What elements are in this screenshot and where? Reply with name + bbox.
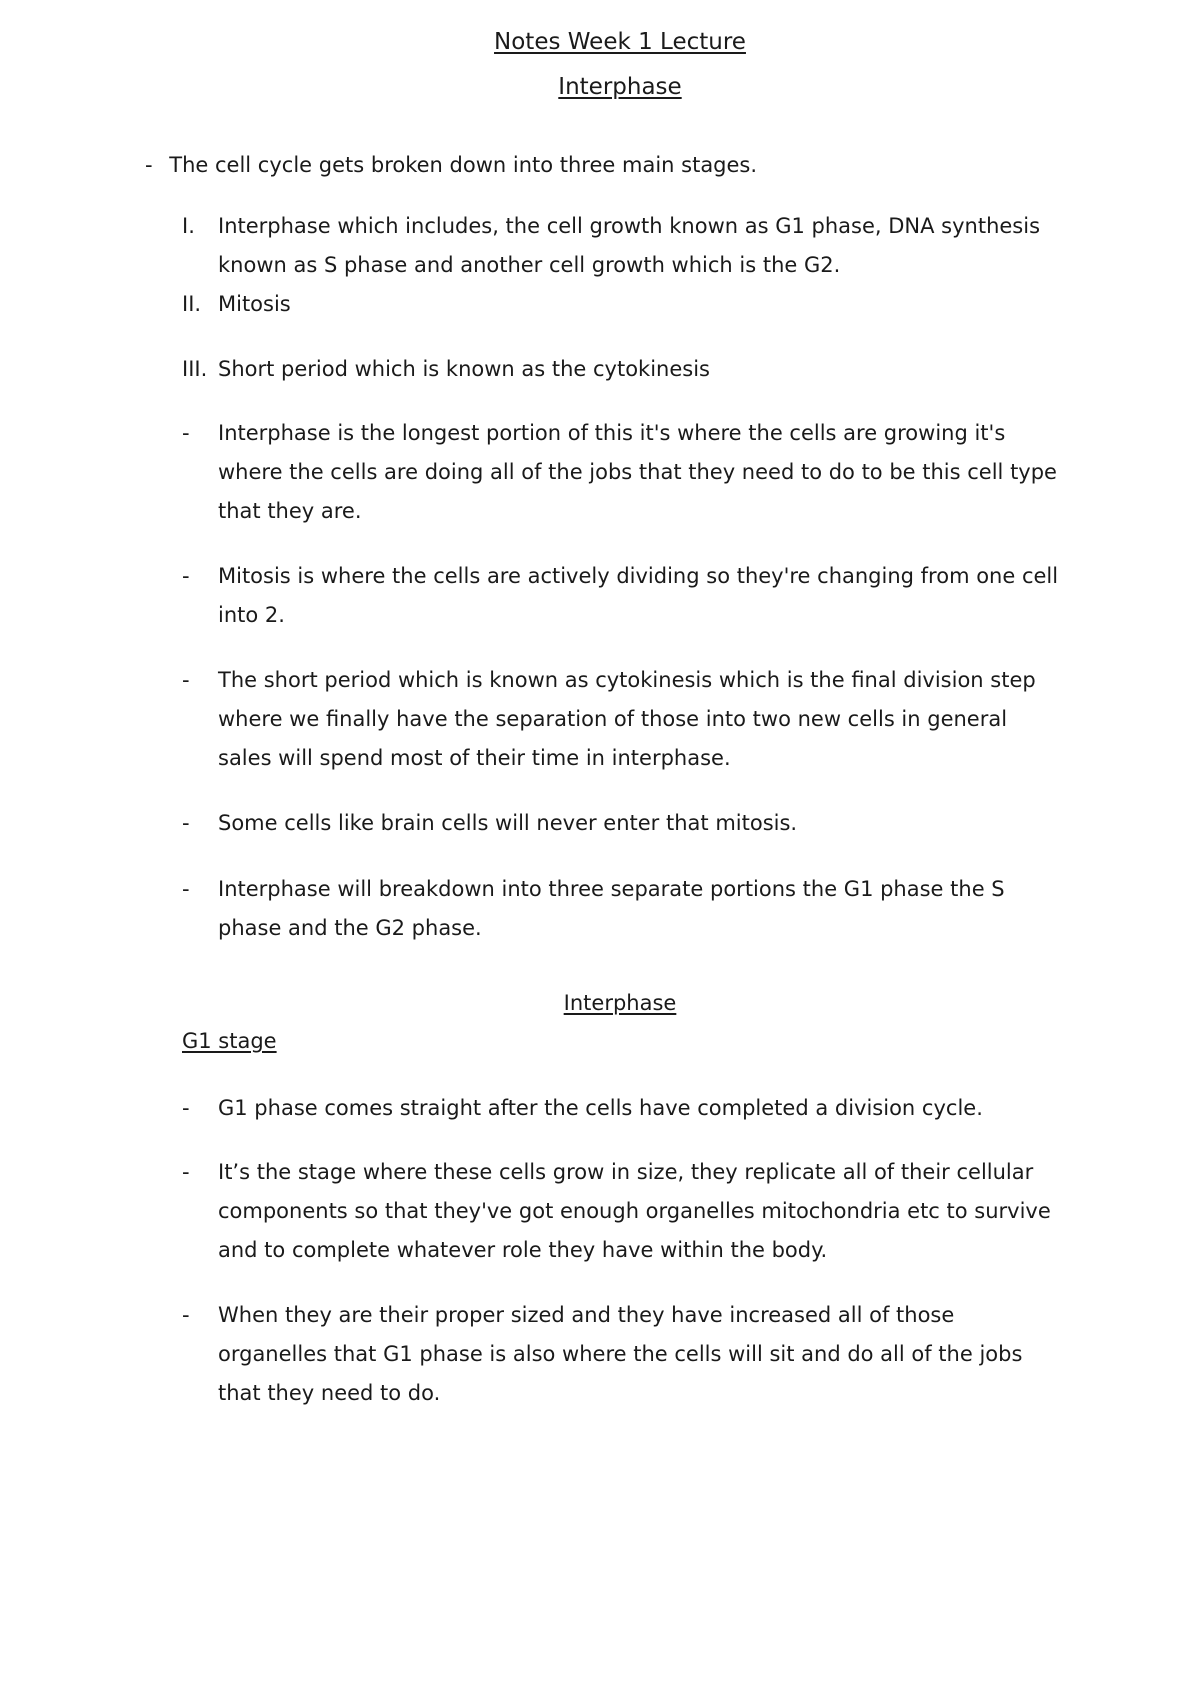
document-title: Notes Week 1 Lecture xyxy=(494,29,746,55)
section-heading: Interphase xyxy=(563,991,677,1015)
bullet-marker: - xyxy=(182,564,190,588)
bullet-text: Interphase will breakdown into three separate portions the G1 phase the S phase and the G2 phase. xyxy=(218,877,1005,940)
item-marker: III. xyxy=(182,357,208,381)
bullet-text: The short period which is known as cytokinesis which is the final division step where we finally have the separation of those into two new cells in general sales will spend most of their time in interphase. xyxy=(218,668,1036,770)
intro-line xyxy=(145,146,757,185)
bullet-item xyxy=(182,1089,1062,1128)
bullet-item xyxy=(182,1153,1062,1270)
bullet-marker: - xyxy=(182,421,190,445)
bullet-text: Interphase is the longest portion of this it's where the cells are growing it's where the cells are doing all of the jobs that they need to do to be this cell type that they are. xyxy=(218,421,1057,523)
numbered-item xyxy=(182,207,1062,285)
bullet-item xyxy=(182,661,1062,778)
sub-heading: G1 stage xyxy=(182,1029,277,1053)
bullet-text: Mitosis is where the cells are actively dividing so they're changing from one cell into 2. xyxy=(218,564,1059,627)
bullet-marker: - xyxy=(182,668,190,692)
numbered-item xyxy=(182,285,1062,324)
bullet-item xyxy=(182,414,1062,531)
bullet-item xyxy=(182,1296,1062,1413)
bullet-marker: - xyxy=(182,1160,190,1184)
item-marker: II. xyxy=(182,292,202,316)
item-text: Interphase which includes, the cell growth known as G1 phase, DNA synthesis known as S phase and another cell growth which is the G2. xyxy=(218,214,1041,277)
numbered-item xyxy=(182,350,1062,389)
bullet-item xyxy=(182,557,1062,635)
bullet-text: G1 phase comes straight after the cells have completed a division cycle. xyxy=(218,1096,983,1120)
intro-text: The cell cycle gets broken down into three main stages. xyxy=(169,153,758,177)
bullet-text: When they are their proper sized and they have increased all of those organelles that G1 phase is also where the cells will sit and do all of the jobs that they need to do. xyxy=(218,1303,1023,1405)
bullet-marker: - xyxy=(182,1096,190,1120)
item-text: Short period which is known as the cytokinesis xyxy=(218,357,711,381)
item-text: Mitosis xyxy=(218,292,291,316)
bullet-text: It’s the stage where these cells grow in size, they replicate all of their cellular components so that they've got enough organelles mitochondria etc to survive and to complete whatever role they have within the body. xyxy=(218,1160,1051,1262)
document-subtitle: Interphase xyxy=(558,74,682,100)
bullet-marker: - xyxy=(182,811,190,835)
item-marker: I. xyxy=(182,214,195,238)
bullet-marker: - xyxy=(182,877,190,901)
bullet-item xyxy=(182,804,1062,843)
intro-marker: - xyxy=(145,153,153,177)
bullet-marker: - xyxy=(182,1303,190,1327)
bullet-text: Some cells like brain cells will never enter that mitosis. xyxy=(218,811,798,835)
bullet-item xyxy=(182,870,1062,948)
